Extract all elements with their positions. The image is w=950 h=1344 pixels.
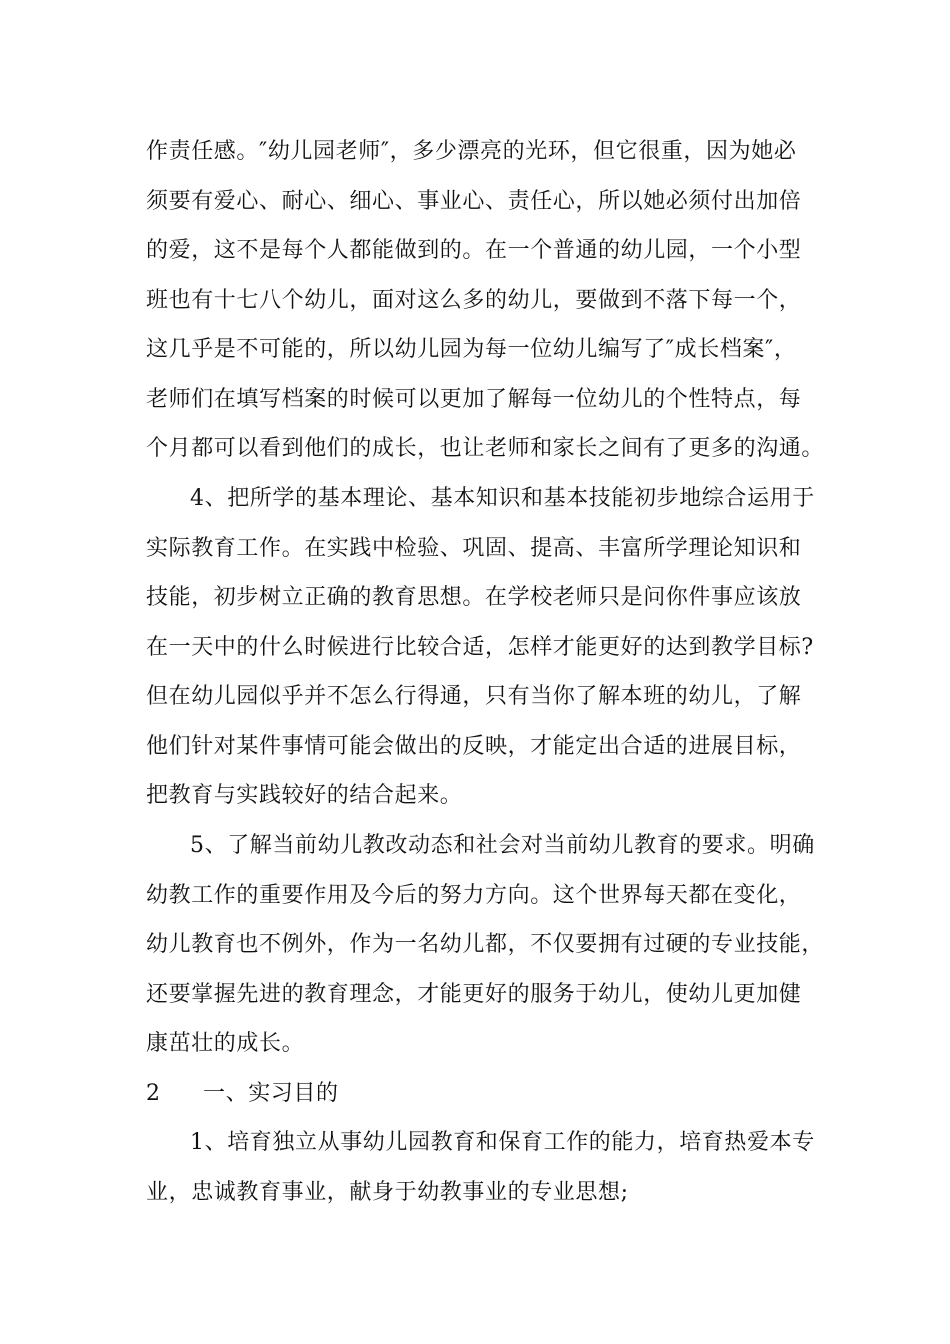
paragraph-1-line-4: 班也有十七八个幼儿，面对这么多的幼儿，要做到不落下每一个， [146, 288, 802, 313]
paragraph-3-line-1: 5、了解当前幼儿教改动态和社会对当前幼儿教育的要求。明确 [190, 833, 815, 858]
paragraph-1-line-6: 老师们在填写档案的时候可以更加了解每一位幼儿的个性特点，每 [146, 387, 802, 412]
paragraph-3-line-3: 幼儿教育也不例外，作为一名幼儿都，不仅要拥有过硬的专业技能， [146, 932, 825, 957]
paragraph-2-line-7: 把教育与实践较好的结合起来。 [146, 783, 463, 808]
paragraph-1-line-1: 作责任感。″幼儿园老师″，多少漂亮的光环，但它很重，因为她必 [146, 139, 797, 164]
paragraph-4-line-2: 业，忠诚教育事业，献身于幼教事业的专业思想; [146, 1180, 629, 1205]
paragraph-3-line-4: 还要掌握先进的教育理念，才能更好的服务于幼儿，使幼儿更加健 [146, 982, 802, 1007]
paragraph-3-line-2: 幼教工作的重要作用及今后的努力方向。这个世界每天都在变化， [146, 883, 802, 908]
paragraph-1-line-7: 个月都可以看到他们的成长，也让老师和家长之间有了更多的沟通。 [146, 436, 825, 461]
paragraph-4-line-1: 1、培育独立从事幼儿园教育和保育工作的能力，培育热爱本专 [190, 1130, 815, 1155]
paragraph-2-line-4: 在一天中的什么时候进行比较合适，怎样才能更好的达到教学目标? [146, 635, 814, 660]
paragraph-2-line-2: 实际教育工作。在实践中检验、巩固、提高、丰富所学理论知识和 [146, 536, 802, 561]
section-heading: 一、实习目的 [203, 1081, 339, 1106]
paragraph-2-line-1: 4、把所学的基本理论、基本知识和基本技能初步地综合运用于 [190, 486, 815, 511]
paragraph-1-line-3: 的爱，这不是每个人都能做到的。在一个普通的幼儿园，一个小型 [146, 238, 802, 263]
paragraph-2-line-6: 他们针对某件事情可能会做出的反映，才能定出合适的进展目标， [146, 734, 802, 759]
paragraph-2-line-5: 但在幼儿园似乎并不怎么行得通，只有当你了解本班的幼儿，了解 [146, 684, 802, 709]
paragraph-3-line-5: 康茁壮的成长。 [146, 1031, 305, 1056]
paragraph-1-line-5: 这几乎是不可能的，所以幼儿园为每一位幼儿编写了″成长档案″， [146, 337, 797, 362]
paragraph-1-line-2: 须要有爱心、耐心、细心、事业心、责任心，所以她必须付出加倍 [146, 189, 802, 214]
section-number: 2 [146, 1081, 160, 1106]
paragraph-2-line-3: 技能，初步树立正确的教育思想。在学校老师只是问你件事应该放 [146, 585, 802, 610]
